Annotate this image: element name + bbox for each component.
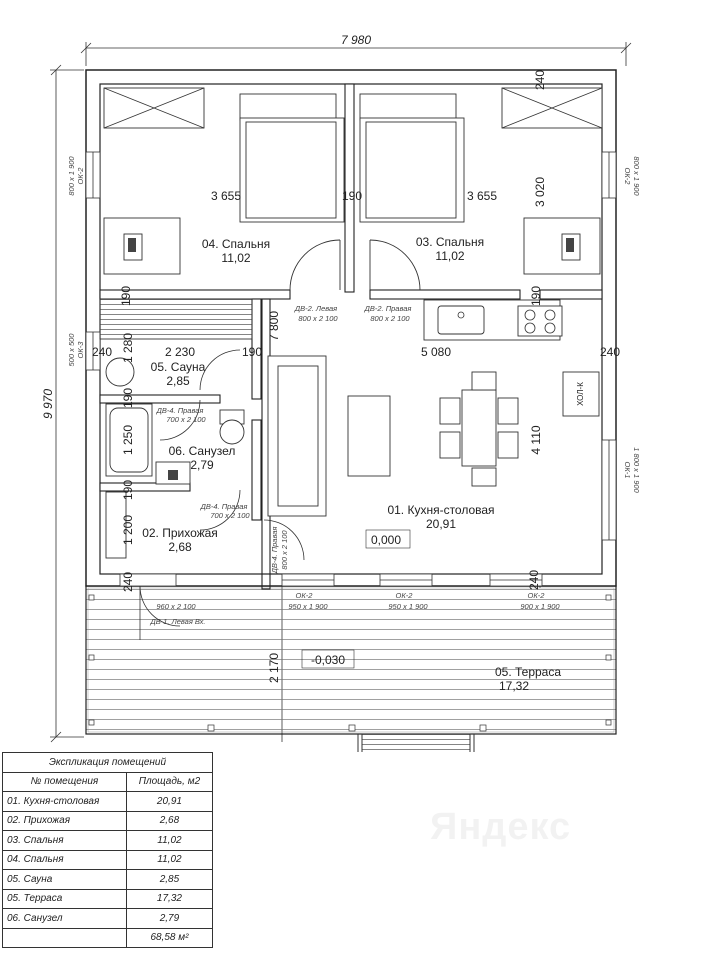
table-row	[3, 928, 213, 948]
room-hall-name: 02. Прихожая	[142, 526, 218, 540]
door-dv4-bath: ДВ-4. Правая	[200, 502, 248, 511]
schedule-area: 2,79	[126, 909, 212, 929]
window-ok2-bottom-3: ОК-2	[527, 591, 545, 600]
schedule-room: 05. Сауна	[3, 870, 127, 890]
schedule-area: 17,32	[126, 889, 212, 909]
room-bath-area: 2,79	[190, 458, 214, 472]
door-dv4-hall: ДВ-4. Правая	[270, 526, 279, 574]
schedule-area: 2,85	[126, 870, 212, 890]
window-ok1: ОК-1	[623, 461, 632, 479]
dim-corridor-wall-right: 190	[529, 285, 543, 307]
dim-bottom-wall-right: 240	[527, 569, 541, 591]
dim-living-depth: 7 800	[267, 310, 281, 342]
schedule-area: 11,02	[126, 850, 212, 870]
door-dv4-sauna-size: 700 x 2 100	[166, 415, 206, 424]
dim-top-wall: 240	[533, 69, 547, 91]
door-dv1-size: 960 x 2 100	[156, 602, 196, 611]
schedule-area: 20,91	[126, 792, 212, 812]
door-dv4-hall-size: 800 x 2 100	[280, 530, 289, 570]
room-terrace-area: 17,32	[498, 679, 530, 693]
window-ok2-bottom-2-size: 950 x 1 900	[388, 602, 428, 611]
room-terrace-name: 05. Терраса	[494, 665, 562, 679]
level-terrace: -0,030	[310, 653, 346, 667]
room-kitchen-name: 01. Кухня-столовая	[387, 503, 495, 517]
window-ok2-bottom-1: ОК-2	[295, 591, 313, 600]
door-dv4-bath-size: 700 x 2 100	[210, 511, 250, 520]
dim-hall-depth: 1 200	[121, 514, 135, 546]
room-bed3-name: 03. Спальня	[415, 235, 485, 249]
table-row	[3, 831, 213, 851]
dim-bedroom-right: 3 655	[466, 189, 498, 203]
window-ok2-bottom-2: ОК-2	[395, 591, 413, 600]
dim-bath-hall-wall: 190	[121, 479, 135, 501]
room-schedule-col-area: Площадь, м2	[126, 772, 212, 792]
dim-sauna-width: 2 230	[164, 345, 196, 359]
dim-terrace-depth: 2 170	[267, 652, 281, 684]
level-floor: 0,000	[370, 533, 402, 547]
door-dv2-right: ДВ-2. Правая	[364, 304, 412, 313]
window-ok2-top-left-size: 800 x 1 900	[67, 156, 76, 196]
room-schedule-table	[2, 752, 213, 948]
dim-wet-partition: 190	[241, 345, 263, 359]
schedule-room: 06. Санузел	[3, 909, 127, 929]
dim-sauna-bath-wall: 190	[121, 387, 135, 409]
door-dv2-left-size: 800 x 2 100	[298, 314, 338, 323]
dim-bedroom-partition: 190	[341, 189, 363, 203]
window-ok3-size: 500 x 500	[67, 333, 76, 367]
window-ok2-top-right: ОК-2	[623, 167, 632, 185]
door-dv2-left: ДВ-2. Левая	[294, 304, 338, 313]
watermark: Яндекс	[430, 806, 572, 848]
schedule-area: 11,02	[126, 831, 212, 851]
schedule-room: 02. Прихожая	[3, 811, 127, 831]
window-ok2-bottom-3-size: 900 x 1 900	[520, 602, 560, 611]
dim-bottom-wall-left: 240	[121, 571, 135, 593]
schedule-room: 05. Терраса	[3, 889, 127, 909]
schedule-room: 01. Кухня-столовая	[3, 792, 127, 812]
schedule-room: 04. Спальня	[3, 850, 127, 870]
table-row	[3, 870, 213, 890]
room-hall-area: 2,68	[168, 540, 192, 554]
door-dv4-sauna: ДВ-4. Правая	[156, 406, 204, 415]
window-ok1-size: 1 800 x 1 900	[632, 447, 641, 493]
room-schedule-col-room: № помещения	[3, 772, 127, 792]
schedule-area: 2,68	[126, 811, 212, 831]
dim-bedroom-left: 3 655	[210, 189, 242, 203]
dim-corridor-wall-left: 190	[119, 285, 133, 307]
door-dv2-right-size: 800 x 2 100	[370, 314, 410, 323]
table-row	[3, 792, 213, 812]
room-bed4-name: 04. Спальня	[201, 237, 271, 251]
window-ok2-top-right-size: 800 x 1 900	[632, 156, 641, 196]
table-row	[3, 909, 213, 929]
window-ok3: ОК-3	[76, 341, 85, 359]
dim-kitchen-width: 5 080	[420, 345, 452, 359]
table-row	[3, 850, 213, 870]
total-width: 7 980	[340, 33, 372, 47]
window-ok2-bottom-1-size: 950 x 1 900	[288, 602, 328, 611]
room-bath-name: 06. Санузел	[168, 444, 236, 458]
dim-bath-depth: 1 250	[121, 424, 135, 456]
door-dv1: ДВ-1. Левая Вх.	[150, 617, 206, 626]
dim-right-wall: 240	[599, 345, 621, 359]
room-kitchen-area: 20,91	[425, 517, 457, 531]
window-ok2-top-left: ОК-2	[76, 167, 85, 185]
dim-kitchen-depth: 4 110	[529, 425, 543, 455]
dim-bedroom-depth: 3 020	[533, 176, 547, 208]
schedule-room: 03. Спальня	[3, 831, 127, 851]
schedule-total: 68,58 м²	[126, 928, 212, 948]
dim-sauna-depth: 1 280	[121, 332, 135, 364]
room-bed3-area: 11,02	[435, 249, 465, 263]
table-row	[3, 811, 213, 831]
room-bed4-area: 11,02	[221, 251, 251, 265]
room-sauna-name: 05. Сауна	[150, 360, 206, 374]
room-schedule-title: Экспликация помещений	[3, 753, 213, 773]
dim-left-wall: 240	[91, 345, 113, 359]
table-row	[3, 889, 213, 909]
total-depth: 9 970	[41, 388, 55, 420]
fridge-label: ХОЛ-К	[576, 382, 585, 406]
room-sauna-area: 2,85	[166, 374, 190, 388]
